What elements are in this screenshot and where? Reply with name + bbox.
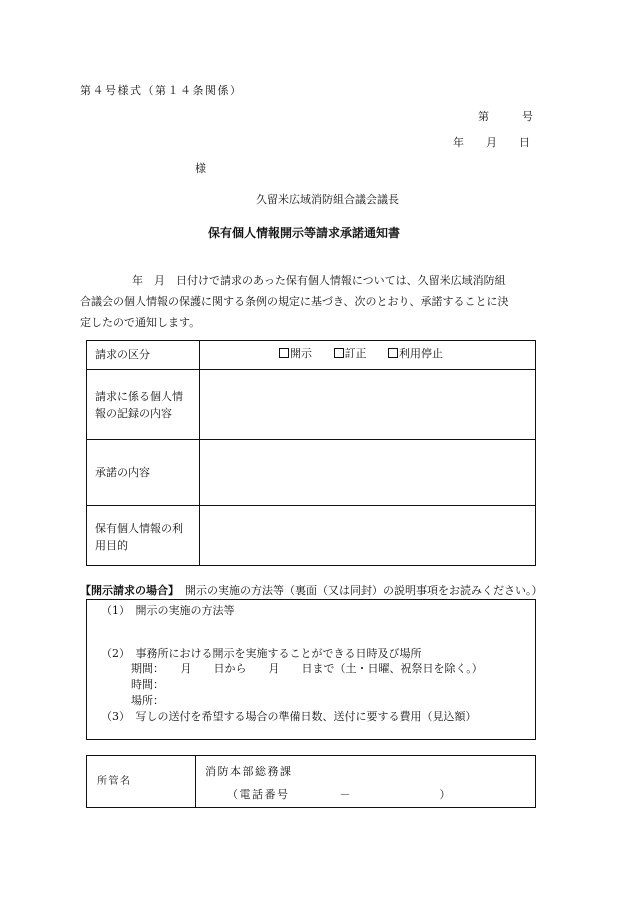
option-suspension[interactable] — [388, 347, 443, 360]
record-content-label-line1: 請求に係る個人情 — [95, 390, 183, 403]
request-table — [86, 340, 536, 566]
disclosure-item-3: （3） 写しの送付を希望する場合の準備日数、送付に要する費用（見込額） — [101, 710, 477, 723]
purpose-label — [95, 520, 183, 554]
option-disclosure-label: 開示 — [290, 347, 312, 360]
request-type-row — [87, 341, 535, 369]
body-line-2: 合議会の個人情報の保護に関する条例の規定に基づき、次のとおり、承諾することに決 — [80, 295, 509, 308]
record-content-label — [95, 388, 183, 422]
disclosure-item-2: （2） 事務所における開示を実施することができる日時及び場所 — [101, 647, 422, 660]
request-type-options — [279, 347, 461, 360]
option-disclosure[interactable] — [279, 347, 312, 360]
option-suspension-label: 利用停止 — [399, 347, 443, 360]
form-number: 第４号様式（第１４条関係） — [80, 84, 243, 97]
approval-content-row — [87, 439, 535, 505]
option-correction-label: 訂正 — [344, 347, 367, 360]
option-correction[interactable] — [334, 347, 367, 360]
checkbox-correction[interactable] — [334, 348, 344, 358]
checkbox-suspension[interactable] — [388, 348, 398, 358]
document-title: 保有個人情報開示等請求承諾通知書 — [208, 226, 401, 240]
date-line: 年 月 日 — [453, 136, 530, 149]
department-label: 所管名 — [97, 776, 132, 787]
disclosure-period: 期間： 月 日から 月 日まで（土・日曜、祝祭日を除く。） — [131, 662, 483, 675]
checkbox-disclosure[interactable] — [279, 348, 289, 358]
document-number-line: 第 号 — [478, 110, 533, 123]
issuer-name: 久留米広域消防組合議会議長 — [256, 193, 399, 206]
purpose-row — [87, 505, 535, 567]
notification-body — [80, 270, 540, 333]
body-line-3: 定したので通知します。 — [80, 316, 201, 329]
record-content-row — [87, 369, 535, 439]
body-line-1: 年 月 日付けで請求のあった保有個人情報については、久留米広域消防組 — [132, 274, 506, 287]
purpose-label-line2: 用目的 — [95, 539, 128, 552]
addressee-suffix: 様 — [195, 162, 206, 175]
department-box — [86, 755, 536, 808]
department-divider — [195, 756, 196, 807]
approval-content-label: 承諾の内容 — [95, 466, 150, 479]
department-phone: （電話番号 － ） — [227, 788, 452, 801]
disclosure-heading: 【開示請求の場合】 — [80, 584, 179, 597]
disclosure-box — [86, 599, 536, 740]
disclosure-note: 開示の実施の方法等（裏面（又は同封）の説明事項をお読みください。） — [185, 584, 543, 597]
request-type-label: 請求の区分 — [95, 348, 150, 361]
disclosure-item-1: （1） 開示の実施の方法等 — [101, 604, 235, 617]
disclosure-header — [80, 584, 543, 597]
record-content-label-line2: 報の記録の内容 — [95, 407, 172, 420]
department-name: 消防本部総務課 — [205, 765, 293, 778]
purpose-label-line1: 保有個人情報の利 — [95, 522, 183, 535]
disclosure-place: 場所： — [131, 694, 164, 707]
disclosure-time: 時間： — [131, 678, 164, 691]
